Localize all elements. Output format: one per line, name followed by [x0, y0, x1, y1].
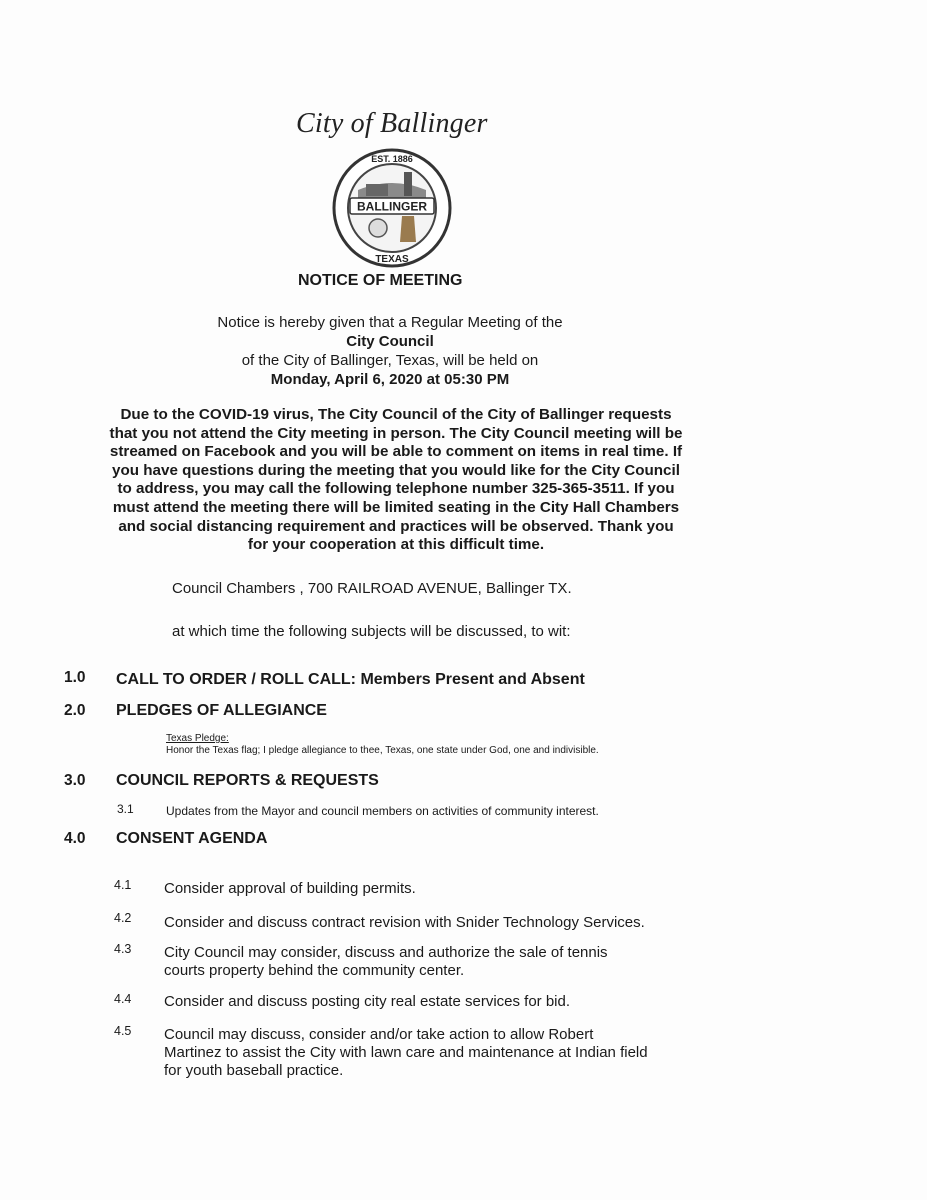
seal-state-text: TEXAS: [375, 254, 409, 265]
item-line: for youth baseball practice.: [164, 1062, 344, 1079]
notice-body-name: City Council: [346, 333, 434, 350]
covid-line: you have questions during the meeting that you would like for the City Council: [112, 461, 680, 479]
item-line: Council may discuss, consider and/or take action to allow Robert: [164, 1026, 594, 1043]
section-title-council-reports: COUNCIL REPORTS & REQUESTS: [116, 772, 379, 789]
item-line: Consider and discuss posting city real estate services for bid.: [164, 993, 571, 1010]
covid-line: and social distancing requirement and practices will be observed. Thank you: [118, 517, 674, 535]
item-line: Consider approval of building permits.: [164, 880, 416, 897]
pledge-text: Honor the Texas flag; I pledge allegiance to thee, Texas, one state under God, one and indivisible.: [166, 745, 599, 756]
consent-item: [164, 880, 724, 898]
meeting-datetime: Monday, April 6, 2020 at 05:30 PM: [270, 371, 510, 388]
covid-line: for your cooperation at this difficult time.: [247, 536, 545, 554]
item-number: 3.1: [117, 802, 134, 816]
covid-line: Due to the COVID-19 virus, The City Council of the City of Ballinger requests: [120, 406, 672, 423]
notice-city: of the City of Ballinger, Texas, will be held on: [241, 352, 539, 369]
consent-item: [164, 914, 724, 932]
pledge-label: Texas Pledge:: [166, 733, 229, 744]
item-line: Consider and discuss contract revision with Snider Technology Services.: [164, 914, 645, 931]
item-number: 4.3: [114, 942, 132, 956]
item-number: 4.4: [114, 992, 132, 1006]
item-number: 4.2: [114, 911, 132, 925]
item-number: 4.5: [114, 1024, 132, 1038]
section-number: 4.0: [64, 830, 86, 847]
consent-item: [164, 944, 724, 980]
seal-est-text: EST. 1886: [371, 154, 413, 164]
covid-line: streamed on Facebook and you will be able to comment on items in real time. If: [109, 443, 683, 461]
city-seal-logo: [330, 146, 454, 270]
city-title: City of Ballinger: [296, 108, 488, 139]
section-number: 1.0: [64, 669, 86, 686]
meeting-location: Council Chambers , 700 RAILROAD AVENUE, Ballinger TX.: [172, 580, 572, 597]
section-number: 2.0: [64, 702, 86, 719]
consent-item: [164, 1026, 724, 1080]
item-line: City Council may consider, discuss and authorize the sale of tennis: [164, 944, 608, 961]
section-title-pledges: PLEDGES OF ALLEGIANCE: [116, 702, 327, 719]
item-line: Martinez to assist the City with lawn care and maintenance at Indian field: [164, 1044, 648, 1061]
section-title-consent-agenda: CONSENT AGENDA: [116, 830, 268, 847]
item-line: courts property behind the community center.: [164, 962, 465, 979]
seal-name-text: BALLINGER: [357, 199, 427, 214]
notice-heading: NOTICE OF MEETING: [298, 272, 463, 289]
item-text: Updates from the Mayor and council members on activities of community interest.: [166, 804, 599, 818]
section-title-call-to-order: CALL TO ORDER / ROLL CALL: Members Present and Absent: [116, 671, 585, 688]
consent-item: [164, 993, 724, 1011]
item-number: 4.1: [114, 878, 132, 892]
covid-line: must attend the meeting there will be limited seating in the City Hall Chambers: [112, 498, 680, 516]
subjects-intro: at which time the following subjects will be discussed, to wit:: [172, 623, 571, 640]
notice-intro: Notice is hereby given that a Regular Meeting of the: [217, 314, 563, 331]
covid-line: that you not attend the City meeting in person. The City Council meeting will be: [109, 424, 683, 442]
covid-notice: [66, 406, 726, 555]
section-number: 3.0: [64, 772, 86, 789]
covid-line: to address, you may call the following telephone number 325-365-3511. If you: [117, 480, 675, 498]
